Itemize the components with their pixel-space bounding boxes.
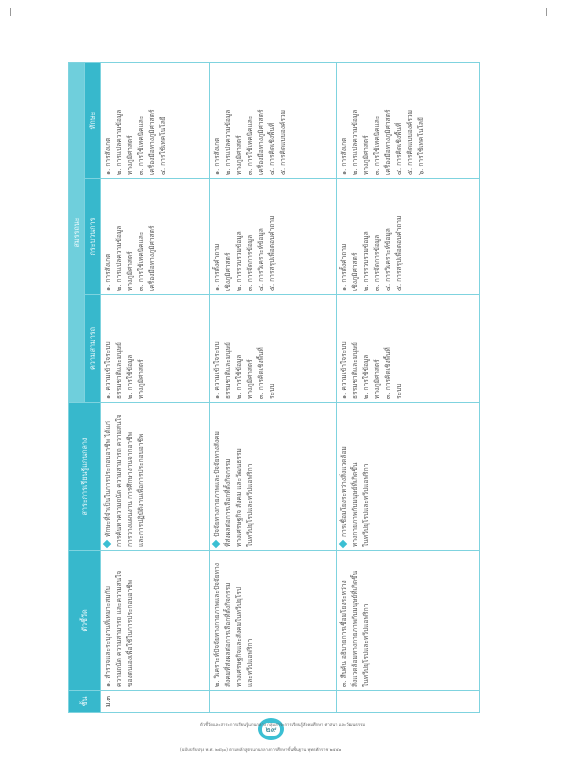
bullet-diamond-icon xyxy=(103,540,111,548)
cell-line xyxy=(267,182,278,291)
cell-list xyxy=(103,554,136,687)
cell-line xyxy=(114,298,125,399)
cell-text: ๖. การใช้เทคโนโลยี xyxy=(416,117,425,175)
cell-text: ทางภูมิศาสตร์ xyxy=(126,135,134,175)
cell-list xyxy=(103,298,147,399)
cell-line xyxy=(234,182,245,291)
cell-line xyxy=(416,66,427,175)
table-row xyxy=(101,62,210,712)
cell-line xyxy=(256,66,267,175)
cell-text: ทางภูมิศาสตร์ xyxy=(361,135,370,175)
header-indicator: ตัวชี้วัด xyxy=(69,551,101,691)
cell-text: ๑. ความเข้าใจระบบ xyxy=(104,341,112,399)
cell-line xyxy=(339,298,350,399)
cell-text: ของตนเองเพื่อใช้ในการประกอบอาชีพ xyxy=(126,579,134,687)
cell-text: ๕. การคิดแบบองค์รวม xyxy=(279,110,288,175)
cell-list xyxy=(212,182,278,291)
cell-text: ที่ส่งผลต่อการเลือกที่ตั้งกิจกรรม xyxy=(224,458,233,547)
cell-knowledge xyxy=(210,295,336,403)
header-grade: ชั้น xyxy=(69,691,101,713)
cell-line xyxy=(245,406,256,547)
cell-knowledge xyxy=(336,295,479,403)
rotated-page xyxy=(68,63,480,713)
cell-text: สังคมที่ส่งผลต่อการเลือกที่ตั้งกิจกรรม xyxy=(224,582,233,687)
cell-text: ๓. การจัดการข้อมูล xyxy=(372,234,381,291)
cell-line xyxy=(103,182,114,291)
cell-content xyxy=(210,403,336,551)
cell-text: ๕. การสรุปเพื่อตอบคำถาม xyxy=(394,215,403,291)
cell-content xyxy=(101,403,210,551)
cell-text: ๒. การรวบรวมข้อมูล xyxy=(361,231,370,291)
cell-text: เครื่องมือทางภูมิศาสตร์ xyxy=(257,109,266,175)
cell-text: การเชื่อมโยงระหว่างสิ่งแวดล้อม xyxy=(339,446,348,537)
cell-line xyxy=(234,406,245,547)
cell-text: ในทวีปยุโรปและทวีปแอฟริกา xyxy=(246,463,255,547)
cell-process xyxy=(336,179,479,295)
cell-line xyxy=(394,298,405,399)
cell-text: ๒. การแปลความข้อมูล xyxy=(350,109,359,175)
cell-list xyxy=(339,406,372,547)
cell-list xyxy=(339,554,372,687)
header-content: สาระการเรียนรู้แกนกลาง xyxy=(69,403,101,551)
cell-text: สิ่งแวดล้อมทางกายภาพกับมนุษย์ที่เกิดขึ้น xyxy=(350,570,359,687)
cell-line xyxy=(158,66,169,175)
cell-line xyxy=(245,554,256,687)
cell-text: ๓. การใช้เทคนิคและ xyxy=(137,115,145,175)
header-skills: ทักษะ xyxy=(85,62,101,178)
cell-text: เครื่องมือทางภูมิศาสตร์ xyxy=(148,109,156,175)
cell-line xyxy=(245,182,256,291)
cell-line xyxy=(267,298,278,399)
cell-line xyxy=(383,298,394,399)
cell-line xyxy=(114,66,125,175)
footer-line-1: ตัวชี้วัดและสาระการเรียนรู้แกนกลาง กลุ่มสาระการเรียนรู้สังคมศึกษา ศาสนา และวัฒนธรรม xyxy=(200,722,366,727)
cell-text: ๒. การใช้ข้อมูล xyxy=(235,354,244,399)
cell-line xyxy=(383,182,394,291)
cell-text: ความถนัด ความสามารถ และความสนใจ xyxy=(115,570,123,687)
crop-mark xyxy=(10,8,11,16)
cell-text: ๓. การใช้เทคนิคและ xyxy=(372,115,381,175)
cell-grade: ม.๓ xyxy=(101,691,210,713)
cell-line xyxy=(361,554,372,687)
cell-line xyxy=(234,66,245,175)
cell-line xyxy=(103,298,114,399)
cell-text: ทางภูมิศาสตร์ xyxy=(246,359,255,399)
cell-text: ๒. การใช้ข้อมูล xyxy=(361,354,370,399)
cell-text: เครื่องมือทางภูมิศาสตร์ xyxy=(148,225,156,291)
cell-list xyxy=(339,66,427,175)
cell-line xyxy=(361,298,372,399)
cell-list xyxy=(103,406,147,547)
cell-line xyxy=(125,554,136,687)
cell-text: ๓. การคิดเชิงพื้นที่ xyxy=(383,347,392,399)
cell-skills xyxy=(101,62,210,178)
cell-line xyxy=(136,298,147,399)
cell-content xyxy=(336,403,479,551)
cell-line xyxy=(372,298,383,399)
cell-text: ๒. การใช้ข้อมูล xyxy=(126,354,134,399)
cell-skills xyxy=(210,62,336,178)
cell-line xyxy=(103,66,114,175)
cell-text: ๓. การใช้เทคนิคและ xyxy=(137,231,145,291)
cell-text: ๒. การแปลความข้อมูล xyxy=(224,109,233,175)
cell-text: ทางภูมิศาสตร์ xyxy=(126,251,134,291)
cell-text: ๔. การวิเคราะห์ข้อมูล xyxy=(257,228,266,291)
cell-grade xyxy=(210,691,336,713)
cell-line xyxy=(267,66,278,175)
cell-line xyxy=(350,66,361,175)
header-band: สมรรถนะ xyxy=(69,62,85,402)
cell-text: ธรรมชาติและมนุษย์ xyxy=(115,342,123,399)
cell-line xyxy=(212,298,223,399)
cell-list xyxy=(212,406,256,547)
cell-line xyxy=(339,182,350,291)
cell-line xyxy=(136,66,147,175)
cell-line xyxy=(147,66,158,175)
cell-text: ทางภูมิศาสตร์ xyxy=(235,135,244,175)
cell-line xyxy=(350,554,361,687)
cell-text: ทางภูมิศาสตร์ xyxy=(372,359,381,399)
cell-text: ทางภูมิศาสตร์ xyxy=(137,359,145,399)
cell-list xyxy=(212,66,289,175)
cell-line xyxy=(234,298,245,399)
page-number: ๒๙ xyxy=(262,723,279,736)
cell-line xyxy=(278,66,289,175)
cell-line xyxy=(339,66,350,175)
cell-text: ในทวีปยุโรปและทวีปแอฟริกา xyxy=(361,603,370,687)
cell-line xyxy=(361,182,372,291)
cell-line xyxy=(103,554,114,687)
cell-text: ๕. การสรุปเพื่อตอบคำถาม xyxy=(268,215,277,291)
cell-line xyxy=(223,554,234,687)
cell-line xyxy=(125,406,136,547)
cell-line xyxy=(350,298,361,399)
cell-line xyxy=(245,66,256,175)
cell-knowledge xyxy=(101,295,210,403)
cell-indicator xyxy=(336,551,479,691)
cell-text: ทางเศรษฐกิจ สังคม และวัฒนธรรม xyxy=(235,448,244,547)
table-body xyxy=(101,62,480,712)
cell-indicator xyxy=(210,551,336,691)
cell-text: เครื่องมือทางภูมิศาสตร์ xyxy=(383,109,392,175)
cell-text: ๑. สำรวจและระบุงานที่เหมาะสมกับ xyxy=(104,586,112,687)
cell-line xyxy=(223,406,234,547)
cell-text: ๔. การวิเคราะห์ข้อมูล xyxy=(383,228,392,291)
cell-line xyxy=(212,182,223,291)
cell-text: ระบบ xyxy=(394,383,403,399)
cell-line xyxy=(350,182,361,291)
cell-line xyxy=(212,66,223,175)
cell-text: ปัจจัยทางกายภาพและปัจจัยทางสังคม xyxy=(213,431,222,537)
cell-text: ๔. การคิดเชิงพื้นที่ xyxy=(394,122,403,175)
bullet-diamond-icon xyxy=(338,540,346,548)
cell-line xyxy=(114,182,125,291)
cell-list xyxy=(212,298,278,399)
cell-text: ๔. การคิดเชิงพื้นที่ xyxy=(268,122,277,175)
cell-line xyxy=(212,554,223,687)
cell-line xyxy=(394,182,405,291)
cell-text: ๒. การรวบรวมข้อมูล xyxy=(235,231,244,291)
cell-line xyxy=(405,66,416,175)
cell-line xyxy=(125,66,136,175)
cell-text: ๑. ความเข้าใจระบบ xyxy=(213,341,222,399)
cell-text: ระบบ xyxy=(268,383,277,399)
cell-line xyxy=(256,182,267,291)
cell-text: ทางเศรษฐกิจและสังคมในทวีปยุโรป xyxy=(235,586,244,687)
cell-text: ๑. การสังเกต xyxy=(104,253,112,291)
curriculum-table xyxy=(68,62,480,713)
cell-text: ทักษะที่จำเป็นในการประกอบอาชีพ ได้แก่ xyxy=(104,421,112,537)
cell-text: ๑. การตั้งคำถาม xyxy=(339,243,348,291)
cell-line xyxy=(383,66,394,175)
cell-text: ๓. การใช้เทคนิคและ xyxy=(246,115,255,175)
cell-line xyxy=(339,406,350,547)
cell-text: ๑. การสังเกต xyxy=(339,137,348,175)
cell-text: ๕. การคิดแบบองค์รวม xyxy=(405,110,414,175)
cell-text: ๑. การสังเกต xyxy=(104,137,112,175)
cell-text: การวางแผนงาน การศึกษางานจากอาชีพ xyxy=(126,432,134,547)
cell-line xyxy=(372,66,383,175)
cell-text: และทวีปแอฟริกา xyxy=(246,638,255,687)
cell-text: ๑. การตั้งคำถาม xyxy=(213,243,222,291)
cell-line xyxy=(136,406,147,547)
cell-line xyxy=(114,406,125,547)
cell-line xyxy=(245,298,256,399)
cell-text: ๒. การแปลความข้อมูล xyxy=(115,225,123,291)
cell-text: เชิงภูมิศาสตร์ xyxy=(224,252,233,291)
cell-text: การค้นหาความถนัด ความสามารถ ความสนใจ xyxy=(115,414,123,547)
cell-line xyxy=(361,66,372,175)
cell-text: ๓. การจัดการข้อมูล xyxy=(246,234,255,291)
cell-line xyxy=(350,406,361,547)
cell-text: ๓. สืบค้น อธิบายการเชื่อมโยงระหว่าง xyxy=(339,580,348,687)
cell-text: ๑. การสังเกต xyxy=(213,137,222,175)
cell-indicator xyxy=(101,551,210,691)
cell-list xyxy=(212,554,256,687)
header-process: กระบวนการ xyxy=(85,179,101,295)
cell-text: ๑. ความเข้าใจระบบ xyxy=(339,341,348,399)
cell-text: ในทวีปยุโรปและทวีปแอฟริกา xyxy=(361,463,370,547)
cell-line xyxy=(372,182,383,291)
cell-line xyxy=(223,182,234,291)
cell-grade xyxy=(336,691,479,713)
cell-text: ธรรมชาติและมนุษย์ xyxy=(224,342,233,399)
cell-text: เชิงภูมิศาสตร์ xyxy=(350,252,359,291)
cell-line xyxy=(361,406,372,547)
cell-list xyxy=(339,298,405,399)
cell-line xyxy=(125,298,136,399)
cell-line xyxy=(114,554,125,687)
bullet-diamond-icon xyxy=(212,540,220,548)
cell-line xyxy=(103,406,114,547)
cell-process xyxy=(210,179,336,295)
cell-text: ๓. การคิดเชิงพื้นที่ xyxy=(257,347,266,399)
cell-list xyxy=(339,182,405,291)
cell-line xyxy=(256,298,267,399)
cell-list xyxy=(103,182,158,291)
cell-text: ทางกายภาพกับมนุษย์ที่เกิดขึ้น xyxy=(350,462,359,547)
cell-line xyxy=(394,66,405,175)
cell-text: ธรรมชาติและมนุษย์ xyxy=(350,342,359,399)
crop-mark xyxy=(546,8,547,16)
cell-line xyxy=(339,554,350,687)
cell-text: และการปฏิบัติงานเพื่อการประกอบอาชีพ xyxy=(137,433,145,547)
footer-line-2: (ฉบับปรับปรุง พ.ศ. ๒๕๖๐) ตามหลักสูตรแกนกลางการศึกษาขั้นพื้นฐาน พุทธศักราช ๒๕๕๑ xyxy=(180,747,342,752)
cell-list xyxy=(103,66,169,175)
table-row xyxy=(210,62,336,712)
cell-line xyxy=(234,554,245,687)
cell-process xyxy=(101,179,210,295)
cell-line xyxy=(212,406,223,547)
table-row xyxy=(336,62,479,712)
cell-text: ๒. วิเคราะห์ปัจจัยทางกายภาพและปัจจัยทาง xyxy=(213,563,222,687)
header-knowledge: ความสามารถ xyxy=(85,295,101,403)
cell-line xyxy=(136,182,147,291)
cell-line xyxy=(223,66,234,175)
cell-line xyxy=(223,298,234,399)
cell-skills xyxy=(336,62,479,178)
cell-line xyxy=(147,182,158,291)
cell-line xyxy=(125,182,136,291)
cell-text: ๒. การแปลความข้อมูล xyxy=(115,109,123,175)
cell-text: ๔. การใช้เทคโนโลยี xyxy=(159,116,167,175)
